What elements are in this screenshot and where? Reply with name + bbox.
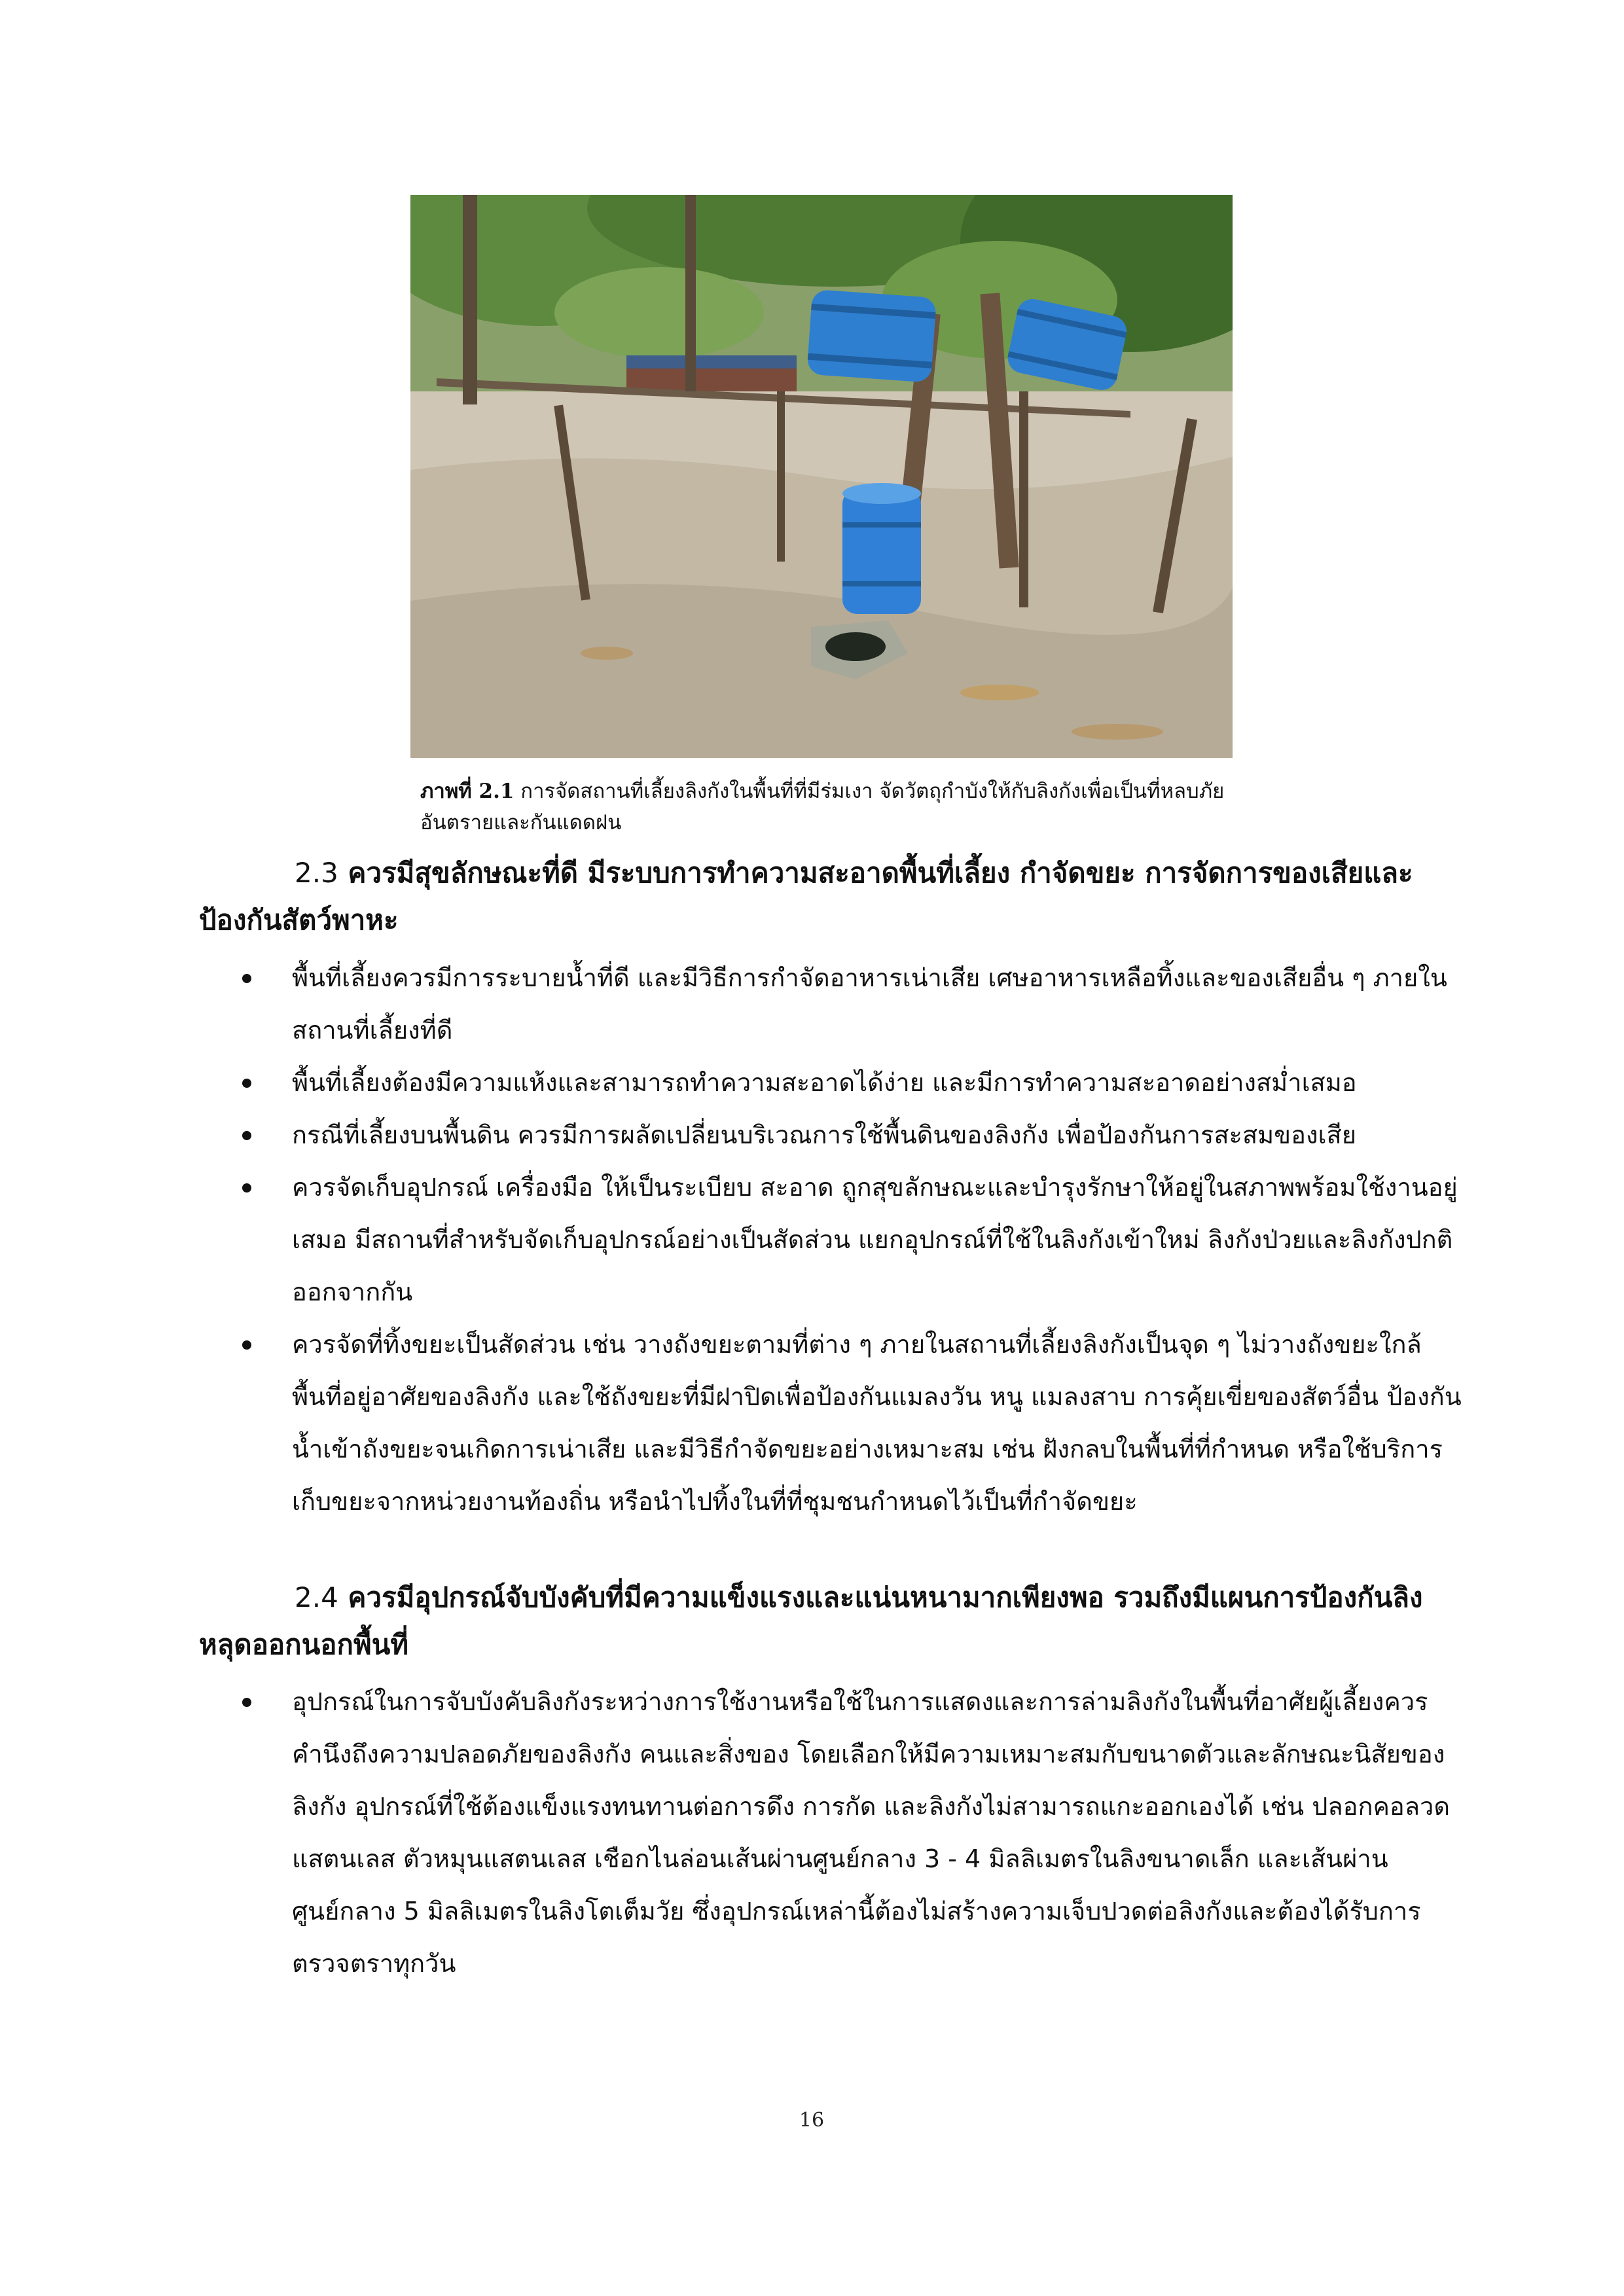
list-item — [242, 952, 1464, 1056]
bullet-icon — [242, 1183, 251, 1193]
list-item-text: พื้นที่เลี้ยงต้องมีความแห้งและสามารถทำความสะอาดได้ง่าย และมีการทำความสะอาดอย่างสม่ำเสมอ — [292, 1068, 1357, 1097]
section-2-3-bullet-list — [242, 952, 1464, 1528]
bullet-icon — [242, 1340, 251, 1350]
list-item-text: อุปกรณ์ในการจับบังคับลิงกังระหว่างการใช้งานหรือใช้ในการแสดงและการล่ามลิงกังในพื้นที่อาศัยผู้เลี้ยงควรคำนึงถึงความปลอดภัยของลิงกัง คนและสิ่งของ โดยเลือกให้มีความเหมาะสมกับขนาดตัวและลักษณะนิสัยของลิงกัง อุปกรณ์ที่ใช้ต้องแข็งแรงทนทานต่อการดึง การกัด และลิงกังไม่สามารถแกะออกเองได้ เช่น ปลอกคอลวดแสตนเลส ตัวหมุนแสตนเลส เชือกไนล่อนเส้นผ่านศูนย์กลาง 3 - 4 มิลลิเมตรในลิงขนาดเล็ก และเส้นผ่านศูนย์กลาง 5 มิลลิเมตรในลิงโตเต็มวัย ซึ่งอุปกรณ์เหล่านี้ต้องไม่สร้างความเจ็บปวดต่อลิงกังและต้องได้รับการตรวจตราทุกวัน — [292, 1687, 1451, 1978]
list-item-text: ควรจัดที่ทิ้งขยะเป็นสัดส่วน เช่น วางถังขยะตามที่ต่าง ๆ ภายในสถานที่เลี้ยงลิงกังเป็นจุด ๆ ไม่วางถังขยะใกล้พื้นที่อยู่อาศัยของลิงกัง และใช้ถังขยะที่มีฝาปิดเพื่อป้องกันแมลงวัน หนู แมลงสาบ การคุ้ยเขี่ยของสัตว์อื่น ป้องกันน้ำเข้าถังขยะจนเกิดการเน่าเสีย และมีวิธีกำจัดขยะอย่างเหมาะสม เช่น ฝังกลบในพื้นที่ที่กำหนด หรือใช้บริการเก็บขยะจากหน่วยงานท้องถิ่น หรือนำไปทิ้งในที่ที่ชุมชนกำหนดไว้เป็นที่กำจัดขยะ — [292, 1330, 1462, 1516]
page-number: 16 — [799, 2109, 825, 2132]
section-2-3-heading — [199, 850, 1462, 944]
section-2-4-heading — [199, 1574, 1462, 1668]
list-item-text: พื้นที่เลี้ยงควรมีการระบายน้ำที่ดี และมีวิธีการกำจัดอาหารเน่าเสีย เศษอาหารเหลือทิ้งและของเสียอื่น ๆ ภายในสถานที่เลี้ยงที่ดี — [292, 963, 1447, 1045]
figure-photo — [410, 195, 1233, 758]
list-item — [242, 1676, 1464, 1990]
bullet-icon — [242, 1131, 251, 1140]
figure-caption-text: การจัดสถานที่เลี้ยงลิงกังในพื้นที่ที่มีร่มเงา จัดวัตถุกำบังให้กับลิงกังเพื่อเป็นที่หลบภัยอันตรายและกันแดดฝน — [420, 780, 1225, 834]
list-item — [242, 1161, 1464, 1318]
figure-caption — [420, 776, 1245, 838]
section-2-3-title: ควรมีสุขลักษณะที่ดี มีระบบการทำความสะอาดพื้นที่เลี้ยง กำจัดขยะ การจัดการของเสียและป้องกันสัตว์พาหะ — [199, 857, 1413, 936]
section-2-3-number: 2.3 — [295, 857, 338, 889]
figure-caption-label: ภาพที่ 2.1 — [420, 780, 514, 803]
bullet-icon — [242, 1079, 251, 1088]
bullet-icon — [242, 1698, 251, 1707]
list-item — [242, 1318, 1464, 1528]
section-2-4-number: 2.4 — [295, 1581, 338, 1613]
list-item-text: ควรจัดเก็บอุปกรณ์ เครื่องมือ ให้เป็นระเบียบ สะอาด ถูกสุขลักษณะและบำรุงรักษาให้อยู่ในสภาพพร้อมใช้งานอยู่เสมอ มีสถานที่สำหรับจัดเก็บอุปกรณ์อย่างเป็นสัดส่วน แยกอุปกรณ์ที่ใช้ในลิงกังเข้าใหม่ ลิงกังป่วยและลิงกังปกติออกจากกัน — [292, 1173, 1458, 1306]
list-item-text: กรณีที่เลี้ยงบนพื้นดิน ควรมีการผลัดเปลี่ยนบริเวณการใช้พื้นดินของลิงกัง เพื่อป้องกันการสะสมของเสีย — [292, 1121, 1356, 1149]
bullet-icon — [242, 974, 251, 983]
section-2-4-bullet-list — [242, 1676, 1464, 1990]
list-item — [242, 1056, 1464, 1109]
list-item — [242, 1109, 1464, 1161]
section-2-4-title: ควรมีอุปกรณ์จับบังคับที่มีความแข็งแรงและแน่นหนามากเพียงพอ รวมถึงมีแผนการป้องกันลิงหลุดออกนอกพื้นที่ — [199, 1581, 1423, 1660]
